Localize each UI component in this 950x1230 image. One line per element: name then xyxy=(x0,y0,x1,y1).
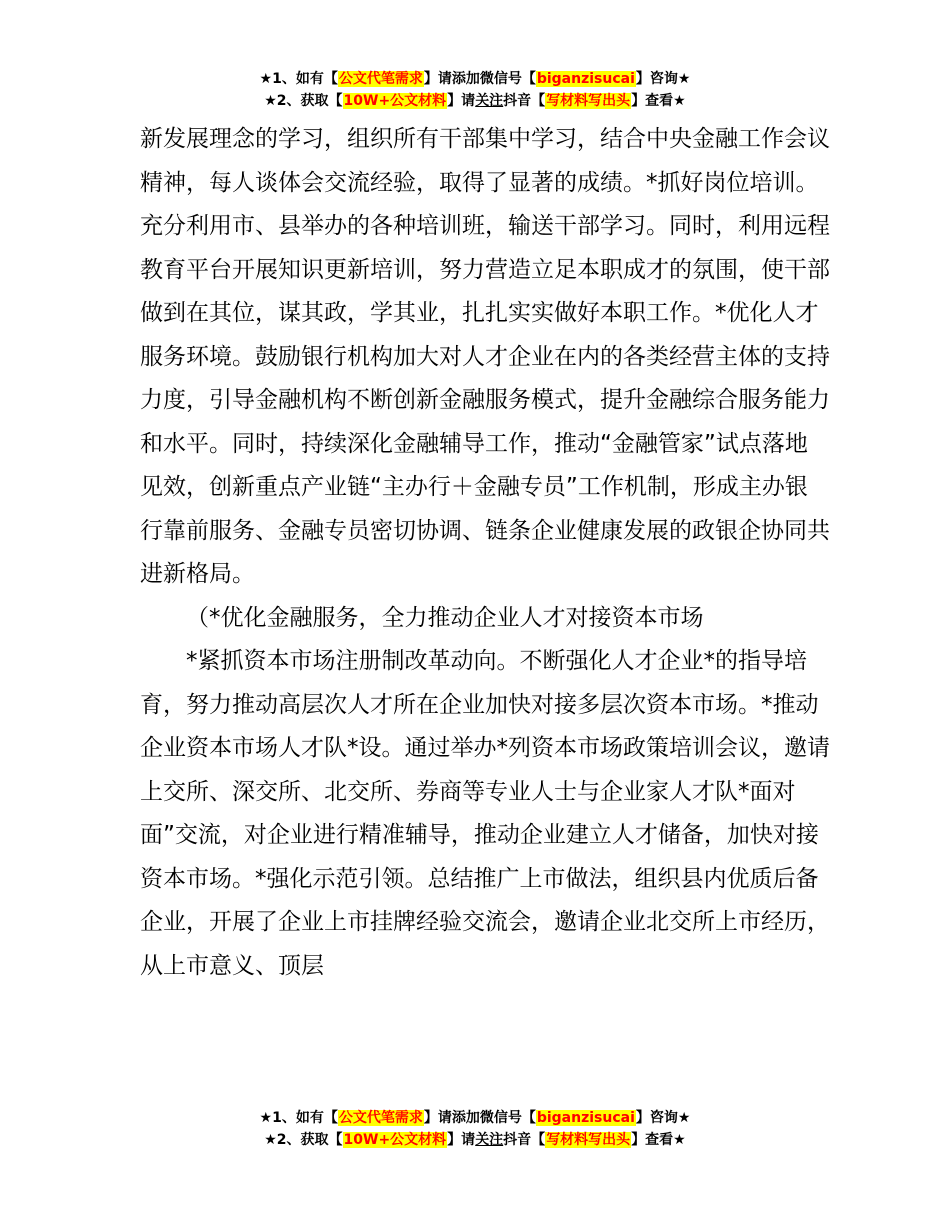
banner-text: 】咨询★ xyxy=(635,1110,691,1126)
banner-text: ★2、获取【 xyxy=(264,1132,343,1148)
banner-text: 】请 xyxy=(447,1132,476,1148)
banner-line-1 xyxy=(0,1107,950,1129)
body-paragraph: *紧抓资本市场注册制改革动向。不断强化人才企业*的指导培育，努力推动高层次人才所在企业加快对接多层次资本市场。*推动企业资本市场人才队*设。通过举办*列资本市场政策培训会议，邀请上交所、深交所、北交所、券商等专业人士与企业家人才队*面对面”交流，对企业进行精准辅导，推动企业建立人才储备，加快对接资本市场。*强化示范引领。总结推广上市做法，组织县内优质后备企业，开展了企业上市挂牌经验交流会，邀请企业北交所上市经历，从上市意义、顶层 xyxy=(140,648,830,979)
banner-line-1 xyxy=(0,68,950,90)
banner-highlight: 10W+公文材料 xyxy=(343,93,447,109)
banner-text: 抖音【 xyxy=(503,1132,546,1148)
banner-highlight: 公文代笔需求 xyxy=(338,71,423,87)
body-paragraph: 新发展理念的学习，组织所有干部集中学习，结合中央金融工作会议精神，每人谈体会交流经验，取得了显著的成绩。*抓好岗位培训。充分利用市、县举办的各种培训班，输送干部学习。同时，利用远程教育平台开展知识更新培训，努力营造立足本职成才的氛围，使干部做到在其位，谋其政，学其业，扎扎实实做好本职工作。*优化人才服务环境。鼓励银行机构加大对人才企业在内的各类经营主体的支持力度，引导金融机构不断创新金融服务模式，提升金融综合服务能力和水平。同时，持续深化金融辅导工作，推动“金融管家”试点落地见效，创新重点产业链“主办行＋金融专员”工作机制，形成主办银行靠前服务、金融专员密切协调、链条企业健康发展的政银企协同共进新格局。 xyxy=(140,126,830,587)
banner-text: ★1、如有【 xyxy=(259,71,338,87)
banner-highlight: 公文代笔需求 xyxy=(338,1110,423,1126)
banner-highlight: 10W+公文材料 xyxy=(343,1132,447,1148)
banner-text: 】请 xyxy=(447,93,476,109)
banner-line-2 xyxy=(0,90,950,112)
section-heading: （*优化金融服务，全力推动企业人才对接资本市场 xyxy=(186,604,704,631)
banner-highlight-douyin-account: 写材料写出头 xyxy=(546,1132,631,1148)
banner-highlight-douyin-account: 写材料写出头 xyxy=(546,93,631,109)
banner-text: 】查看★ xyxy=(631,93,686,109)
banner-text: 】请添加微信号【 xyxy=(423,71,536,87)
banner-text: 】咨询★ xyxy=(635,71,691,87)
banner-underlined-text: 关注 xyxy=(475,93,504,109)
document-body xyxy=(140,118,830,988)
banner-text: 】请添加微信号【 xyxy=(423,1110,536,1126)
banner-underlined-text: 关注 xyxy=(475,1132,504,1148)
banner-line-2 xyxy=(0,1129,950,1151)
banner-highlight-wechat-id: biganzisucai xyxy=(536,71,635,87)
banner-text: 】查看★ xyxy=(631,1132,686,1148)
footer-banner xyxy=(0,1107,950,1151)
header-banner xyxy=(0,68,950,112)
banner-text: ★1、如有【 xyxy=(259,1110,338,1126)
banner-text: ★2、获取【 xyxy=(264,93,343,109)
banner-highlight-wechat-id: biganzisucai xyxy=(536,1110,635,1126)
banner-text: 抖音【 xyxy=(503,93,546,109)
